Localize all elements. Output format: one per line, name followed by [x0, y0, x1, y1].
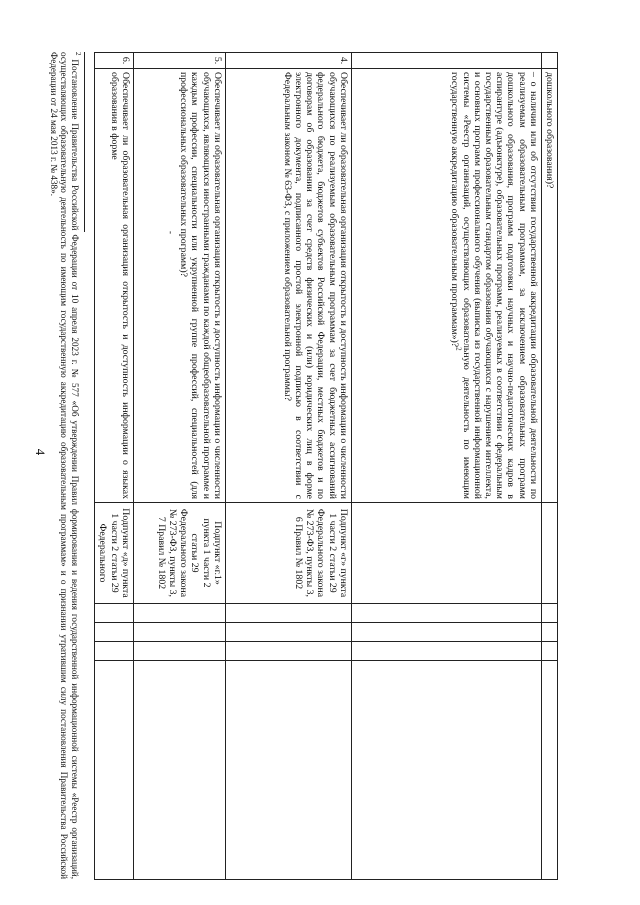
legal-basis: [351, 503, 541, 604]
notes-cell: [351, 661, 541, 880]
notes-cell: [133, 661, 225, 880]
question-text: Обеспечивает ли образовательная организация открытость и доступность информации о численности обучающихся по реализуемым образовательным программам за счет бюджетных ассигнований федерального бюджета, бюджетов субъектов Российской Федерации, местных бюджетов и по договорам об образовании за счет средств физических и (или) юридических лиц в форме электронного документа, подписанного простой электронной подписью в соответствии с Федеральным законом № 63-ФЗ, с приложением образовательной программы?: [225, 69, 351, 503]
answer-no-cell: [225, 623, 351, 642]
page-number: 4: [33, 448, 48, 456]
answer-yes-cell: [541, 604, 557, 623]
row-number: [351, 53, 541, 69]
answer-no-cell: [95, 623, 134, 642]
question-text: Обеспечивает ли образовательная организация открытость и доступность информации о численности обучающихся, являющихся иностранными гражданами по каждой общеобразовательной программе и каждым профессии, специальности или укрупненной группе профессий, специальностей (для профессиональных образовательных программ)?: [133, 69, 225, 503]
answer-yes-cell: [225, 604, 351, 623]
row-number: 6.: [95, 53, 134, 69]
answer-no-cell: [351, 623, 541, 642]
footnote: [48, 52, 83, 879]
row-number: [541, 53, 557, 69]
notes-cell: [541, 661, 557, 880]
row-number: 4.: [225, 53, 351, 69]
table-row: [133, 53, 225, 880]
row-number: 5.: [133, 53, 225, 69]
answer-na-cell: [351, 642, 541, 661]
legal-basis: Подпункт «д» пункта 1 части 2 статьи 29 Федерального: [95, 503, 134, 604]
table-row: [225, 53, 351, 880]
answer-na-cell: [225, 642, 351, 661]
question-text: дошкольного образования)?: [541, 69, 557, 503]
answer-no-cell: [541, 623, 557, 642]
legal-basis: [541, 503, 557, 604]
answer-no-cell: [133, 623, 225, 642]
answer-na-cell: [541, 642, 557, 661]
footnote-text: Постановление Правительства Российской Федерации от 10 апреля 2023 г. № 577 «Об утверждении Правил формирования и ведения государственной информационной системы «Реестр организаций, осуществляющих образовательную деятельность по имеющим государственную аккредитацию образовательным программам» и о признании утратившим силу постановления Правительства Российской Федерации от 24 мая 2013 г. № 438».: [48, 52, 80, 879]
question-text-cell: [351, 69, 541, 503]
answer-na-cell: [133, 642, 225, 661]
answer-na-cell: [95, 642, 134, 661]
footnote-ref: 2: [454, 347, 463, 351]
notes-cell: [225, 661, 351, 880]
legal-basis: Подпункт «г.1» пункта 1 части 2 статьи 29 Федерального закона № 273-ФЗ, пункты 3, 7 Правил № 1802: [133, 503, 225, 604]
answer-yes-cell: [133, 604, 225, 623]
footnote-mark: 2: [74, 52, 83, 56]
answer-yes-cell: [95, 604, 134, 623]
table-row: [95, 53, 134, 880]
table-row: [351, 53, 541, 880]
legal-basis: Подпункт «г» пункта 1 части 2 статьи 29 Федерального закона № 273-ФЗ, пункты 3, 6 Правил № 1802: [225, 503, 351, 604]
checklist-table: [94, 52, 558, 880]
footnote-divider: [84, 52, 85, 232]
table-row: [541, 53, 557, 880]
answer-yes-cell: [351, 604, 541, 623]
notes-cell: [95, 661, 134, 880]
question-text: Обеспечивает ли образовательная организация открытость и доступность информации о языках образования в форме: [95, 69, 134, 503]
scan-mark: -: [166, 231, 176, 234]
question-text: – о наличии или об отсутствии государственной аккредитации образовательной деятельности по реализуемым образовательным программам, за исключением образовательных программ дошкольного образования, программ подготовки научных и научно-педагогических кадров в аспирантуре (адъюнктуре), образовательных программ, реализуемых в соответствии с федеральным государственным образовательным стандартом образования обучающихся с нарушением интеллекта, и основных программ профессионального обучения (выписка из государственной информационной системы «Реестр организаций, осуществляющих образовательную деятельность по имеющим государственную аккредитацию образовательным программам»)?: [449, 72, 539, 499]
